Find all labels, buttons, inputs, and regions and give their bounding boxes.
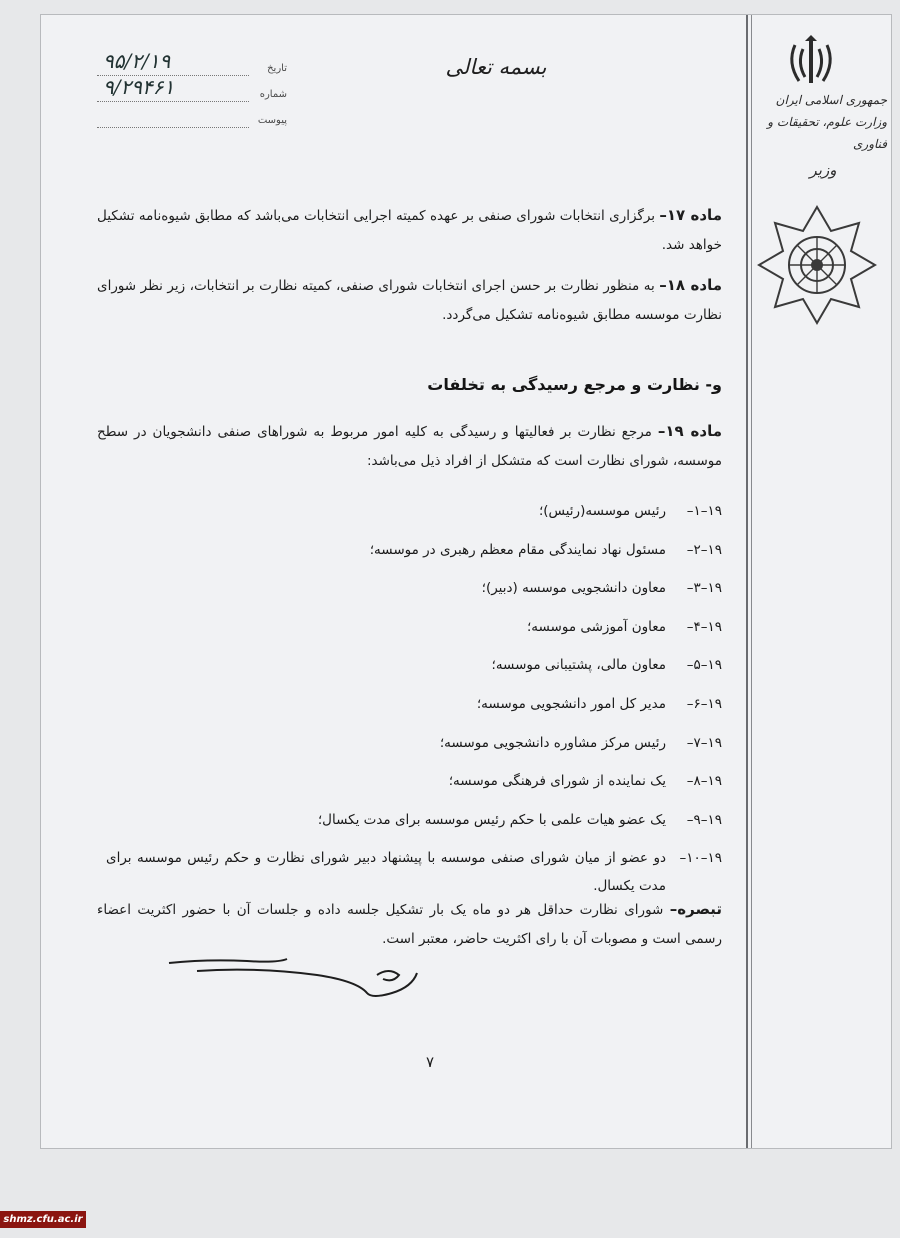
- ministry-line: وزارت علوم، تحقیقات و فناوری: [767, 115, 887, 151]
- meta-line: [97, 101, 249, 102]
- ministry-title: [755, 89, 887, 155]
- article-text: برگزاری انتخابات شورای صنفی بر عهده کمیته اجرایی انتخابات می‌باشد که مطابق شیوه‌نامه تشکیل خواهد شد.: [97, 208, 722, 253]
- item-text: یک عضو هیات علمی با حکم رئیس موسسه برای مدت یکسال؛: [317, 811, 666, 828]
- item-text: مدیر کل امور دانشجویی موسسه؛: [476, 695, 666, 712]
- page-number: ۷: [425, 1053, 435, 1071]
- meta-label: پیوست: [257, 115, 287, 126]
- item-text: معاون مالی، پشتیبانی موسسه؛: [491, 657, 666, 674]
- signature-icon: [167, 953, 427, 1003]
- item-number: ۱۹–۱–: [686, 503, 722, 519]
- item-text: رئیس موسسه(رئیس)؛: [538, 503, 666, 519]
- meta-value: ۹۵/۲/۱۹: [103, 49, 171, 73]
- article-text: مرجع نظارت بر فعالیتها و رسیدگی به کلیه امور مربوط به شوراهای صنفی دانشجویان در سطح موسسه، شورای نظارت است که متشکل از افراد ذیل می‌باشد:: [97, 424, 722, 469]
- note-paragraph: [97, 895, 722, 954]
- note-text: شورای نظارت حداقل هر دو ماه یک بار تشکیل جلسه داده و جلسات آن با حضور اکثریت اعضاء رسمی است و مصوبات آن با رای اکثریت حاضر، معتبر است.: [97, 902, 722, 947]
- meta-number: [97, 75, 287, 105]
- section-heading: و- نظارت و مرجع رسیدگی به تخلفات: [427, 375, 722, 394]
- item-number: ۱۹–۶–: [686, 695, 722, 712]
- list-item: [97, 690, 722, 729]
- ministry-line: جمهوری اسلامی ایران: [775, 93, 887, 107]
- minister-title: وزیر: [809, 161, 837, 179]
- article-title: ماده ۱۹–: [657, 422, 722, 440]
- note-title: تبصره–: [669, 900, 722, 918]
- article-17: [97, 201, 722, 260]
- list-item: [97, 613, 722, 652]
- item-number: ۱۹–۱۰–: [679, 850, 722, 867]
- council-members-list: [97, 497, 722, 910]
- item-number: ۱۹–۴–: [686, 618, 722, 635]
- list-item: [97, 651, 722, 690]
- article-title: ماده ۱۸–: [659, 276, 722, 294]
- article-19: [97, 417, 722, 476]
- item-text: معاون آموزشی موسسه؛: [526, 618, 666, 635]
- list-item: [97, 497, 722, 536]
- list-item: [97, 574, 722, 613]
- basmala: بسمه تعالی: [445, 55, 547, 79]
- list-item: [97, 729, 722, 768]
- footer-watermark: shmz.cfu.ac.ir: [0, 1211, 86, 1228]
- iran-emblem-icon: [781, 33, 841, 93]
- item-text: مسئول نهاد نمایندگی مقام معظم رهبری در موسسه؛: [369, 541, 666, 558]
- article-text: به منظور نظارت بر حسن اجرای انتخابات شورای صنفی، کمیته نظارت بر انتخابات، زیر نظر شورای نظارت موسسه مطابق شیوه‌نامه تشکیل می‌گردد.: [97, 278, 722, 323]
- meta-attachment: [97, 105, 287, 131]
- meta-label: شماره: [259, 89, 287, 100]
- document-page: [40, 14, 892, 1149]
- list-item: [97, 536, 722, 575]
- list-item: [97, 767, 722, 806]
- article-18: [97, 271, 722, 330]
- list-item: [97, 806, 722, 845]
- item-text: یک نماینده از شورای فرهنگی موسسه؛: [448, 773, 666, 790]
- ornament-medallion-icon: [753, 201, 881, 329]
- margin-rule: [746, 15, 748, 1148]
- item-number: ۱۹–۹–: [686, 811, 722, 828]
- item-number: ۱۹–۳–: [686, 580, 722, 597]
- item-number: ۱۹–۸–: [686, 773, 722, 790]
- item-number: ۱۹–۵–: [686, 657, 722, 674]
- margin-rule-thin: [751, 15, 752, 1148]
- item-number: ۱۹–۲–: [686, 541, 722, 558]
- item-number: ۱۹–۷–: [686, 734, 722, 751]
- article-title: ماده ۱۷–: [659, 206, 722, 224]
- letter-meta: [97, 49, 287, 131]
- meta-value: ۹/۲۹۴۶۱: [103, 75, 175, 99]
- meta-line: [97, 127, 249, 128]
- meta-label: تاریخ: [267, 63, 287, 74]
- item-text: معاون دانشجویی موسسه (دبیر)؛: [481, 580, 666, 597]
- item-text: رئیس مرکز مشاوره دانشجویی موسسه؛: [439, 734, 666, 751]
- item-text: دو عضو از میان شورای صنفی موسسه با پیشنهاد دبیر شورای نظارت و حکم رئیس موسسه برای مدت یکسال.: [106, 850, 666, 895]
